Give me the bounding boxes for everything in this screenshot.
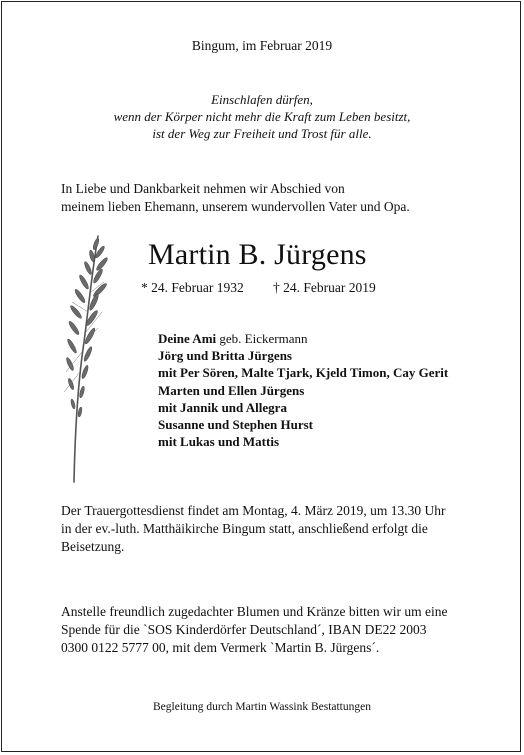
birth-date: * 24. Februar 1932	[141, 280, 244, 295]
funeral-home-credit: Begleitung durch Martin Wassink Bestattungen	[153, 701, 371, 713]
service-info	[61, 502, 481, 556]
family-spouse-maiden: geb. Eickermann	[216, 331, 308, 346]
verse-line: ist der Weg zur Freiheit und Trost für alle.	[152, 126, 372, 141]
donation-line: Spende für die `SOS Kinderdörfer Deutschland´, IBAN DE22 2003	[61, 622, 427, 637]
verse-line: Einschlafen dürfen,	[211, 92, 313, 107]
intro-text	[61, 180, 481, 216]
service-line: in der ev.-luth. Matthäikirche Bingum statt, anschließend erfolgt die	[61, 521, 428, 536]
intro-line: meinem lieben Ehemann, unserem wundervollen Vater und Opa.	[61, 199, 410, 214]
donation-line: Anstelle freundlich zugedachter Blumen und Kränze bitten wir um eine	[61, 604, 448, 619]
family-line: mit Lukas und Mattis	[158, 434, 279, 450]
donation-info	[61, 603, 491, 657]
verse-line: wenn der Körper nicht mehr die Kraft zum Leben besitzt,	[113, 109, 411, 124]
family-line: Marten und Ellen Jürgens	[158, 382, 305, 398]
family-line: Susanne und Stephen Hurst	[158, 417, 313, 433]
death-date: † 24. Februar 2019	[273, 280, 376, 295]
deceased-name: Martin B. Jürgens	[148, 238, 367, 271]
donation-line: 0300 0122 5777 00, mit dem Vermerk `Martin B. Jürgens´.	[61, 640, 380, 655]
family-line: mit Jannik und Allegra	[158, 399, 287, 415]
family-line: Jörg und Britta Jürgens	[158, 348, 292, 364]
grass-stalk-icon	[58, 232, 118, 484]
family-line	[158, 330, 448, 347]
family-line: mit Per Sören, Malte Tjark, Kjeld Timon, Cay Gerit	[158, 365, 449, 381]
family-spouse: Deine Ami	[158, 331, 217, 346]
place-date: Bingum, im Februar 2019	[191, 38, 333, 53]
service-line: Beisetzung.	[61, 539, 125, 554]
service-line: Der Trauergottesdienst findet am Montag, 4. März 2019, um 13.30 Uhr	[61, 503, 446, 518]
verse	[0, 91, 524, 142]
intro-line: In Liebe und Dankbarkeit nehmen wir Abschied von	[61, 181, 345, 196]
family-list	[158, 330, 448, 450]
